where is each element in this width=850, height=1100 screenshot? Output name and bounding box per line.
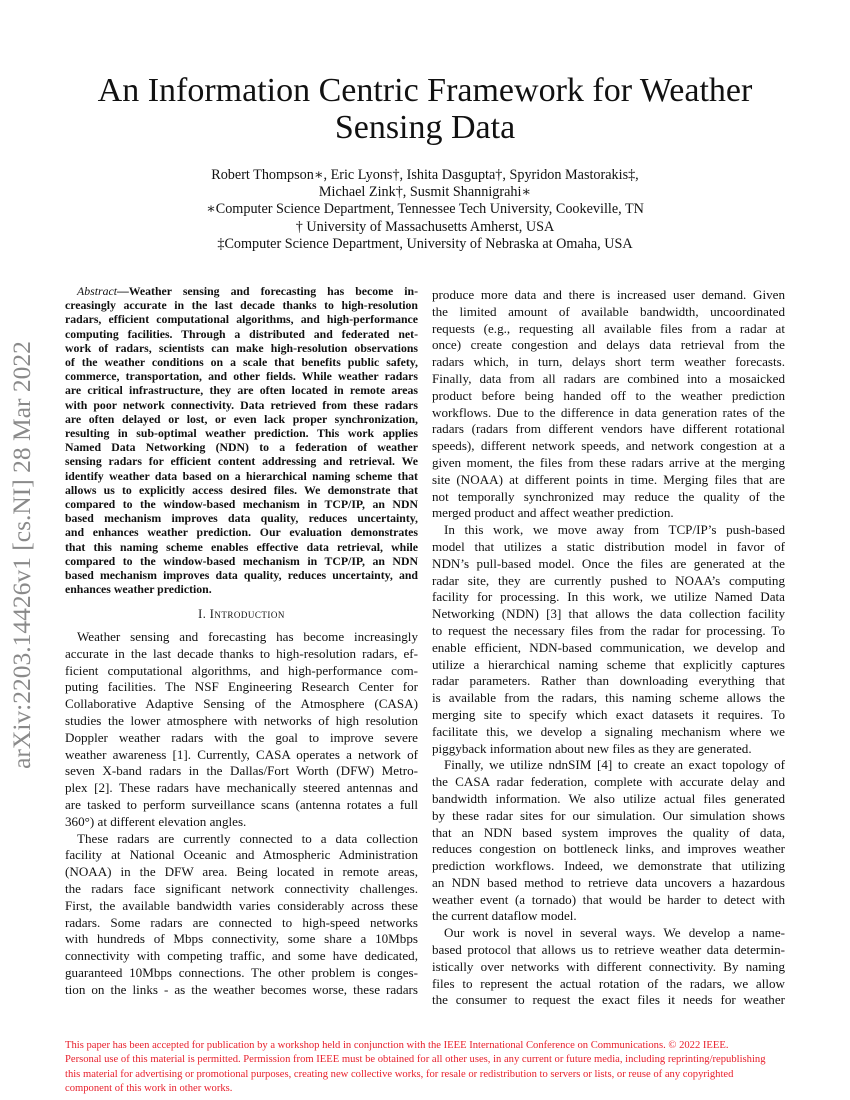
text-line: radars which, in turn, delays short term weather forecasts. (432, 354, 785, 370)
text-line: sensing radars for efficient content addressing and retrieval. We (65, 454, 418, 469)
text-line: based mechanism improves data quality, reduces uncertainty, (65, 511, 418, 526)
text-line: reduces congestion on bottleneck links, and improves weather (432, 841, 785, 857)
section-heading: I. Introduction (198, 607, 285, 621)
text-line: requests (e.g., requesting all available files from a radar at (432, 320, 785, 336)
text-line: the radars face significant network connectivity challenges. (65, 880, 418, 896)
text-line: seven X-band radars in the Dallas/Fort Worth (DFW) Metro- (65, 763, 418, 779)
text-line: that this naming scheme enables effective data retrieval, while (65, 539, 418, 554)
text-line: These radars are currently connected to a data collection (77, 830, 418, 846)
paragraph (65, 629, 418, 831)
text-line: facility for processing. In this work, we utilize Named Data (432, 589, 785, 605)
text-line: commerce, transportation, and other fields. While weather radars (65, 369, 418, 384)
text-line: Our work is novel in several ways. We develop a name- (444, 925, 785, 941)
text-line: based protocol that allows us to retrieve weather data determin- (432, 942, 785, 958)
text-line: radar site, they are currently pushed to NOAA’s computing (432, 572, 785, 588)
text-line: compared to the window-based mechanism in TCP/IP, an NDN (65, 553, 418, 568)
text-line: is available from the radars, this naming scheme allows the (432, 690, 785, 706)
text-line: Doppler weather radars with the goal to improve severe (65, 729, 418, 745)
text-line: NDN’s pull-based model. Once the files are generated at the (432, 555, 785, 571)
text-line: Finally, we utilize ndnSIM [4] to create an exact topology of (444, 757, 785, 773)
footer-line: This paper has been accepted for publication by a workshop held in conjunction with the IEEE International Conference on Communications. © 2022 IEEE. (65, 1040, 729, 1051)
text-line: site (NOAA) at different points in time. Merging files that are (432, 471, 785, 487)
text-line: model that utilizes a static distribution model in favor of (432, 538, 785, 554)
left-column-body (65, 629, 418, 999)
text-line: weather event (a tornado) that would be harder to detect with (432, 891, 785, 907)
text-line (65, 284, 418, 298)
text-line: creasingly accurate in the last decade thanks to high-resolution (65, 298, 418, 313)
text-line: of the weather conditions on a scale that benefits public safety, (65, 355, 418, 370)
text-line: radar parameters. Rather than downloading everything that (432, 673, 785, 689)
abstract-label: Abstract (77, 284, 117, 298)
text-line: once) create congestion and delays data retrieval from the (432, 337, 785, 353)
arxiv-identifier: arXiv:2203.14426v1 [cs.NI] 28 Mar 2022 (7, 341, 36, 769)
right-column-body (432, 287, 785, 1009)
text-line: piggyback information about new files as they are generated. (432, 740, 752, 756)
text-line: not temporally synchronized may reduce the quality of the (432, 488, 785, 504)
copyright-notice (65, 1039, 835, 1096)
text-line: given moment, the files from these radars arrive at the merging (432, 454, 785, 470)
text-line: radars (radars from different vendors have different rotational (432, 421, 785, 437)
paragraph (432, 522, 785, 757)
author-names: Michael Zink†, Susmit Shannigrahi∗ (318, 184, 532, 201)
text-line: facilitate this, we develop a signaling mechanism where we (432, 723, 785, 739)
text-line: an NDN based method to retrieve data uncovers a hazardous (432, 874, 785, 890)
text-line: produce more data and there is increased user demand. Given (432, 287, 785, 302)
text-line: the current dataflow model. (432, 908, 577, 924)
text-line: merged product and affect weather prediction. (432, 505, 674, 521)
text-line: Weather sensing and forecasting has become increasingly (77, 629, 418, 644)
text-line: speeds), different network speeds, and network congestion at a (432, 438, 785, 454)
text-line: Named Data Networking (NDN) to a federation of weather (65, 440, 418, 455)
paper-title (0, 72, 850, 146)
text-line: to request the necessary files from the radar for processing. To (432, 622, 785, 638)
text-line: utilize a hierarchical naming scheme that explicitly captures (432, 656, 785, 672)
text-line: the limited amount of available bandwidth, uncoordinated (432, 303, 785, 319)
paragraph (65, 831, 418, 999)
text-line: are often delayed or lost, or even lack proper synchronization, (65, 411, 418, 426)
text-line: workflows. Due to the difference in data generation rates of the (432, 404, 785, 420)
text-line: enable efficient, NDN-based communication, we develop and (432, 639, 785, 655)
footer-line: Personal use of this material is permitted. Permission from IEEE must be obtained for all other uses, in any current or future media, including reprinting/republishing (65, 1054, 766, 1066)
abstract (65, 284, 418, 596)
affiliation: ∗Computer Science Department, Tennessee Tech University, Cookeville, TN (206, 201, 644, 218)
text-line: radars, efficient computational algorithms, and high-performance (65, 312, 418, 327)
text-line: merging site to specify which exact datasets it requires. To (432, 706, 785, 722)
text-line: enhances weather prediction. (65, 582, 212, 597)
text-line: by these radar sites for our simulation. Our simulation shows (432, 807, 785, 823)
author-block (0, 167, 850, 253)
text-line: connectivity with competing traffic, and some have dedicated, (65, 948, 418, 964)
text-line: First, the available bandwidth varies considerably across these (65, 897, 418, 913)
text-line: the CASA radar federation, complete with accurate delay and (432, 774, 785, 790)
title-line: An Information Centric Framework for Weather (97, 72, 753, 109)
text-line: ficient computational algorithms, and high-performance com- (65, 662, 418, 678)
text-line: compared to the window-based mechanism in TCP/IP, an NDN (65, 497, 418, 512)
text-line: prediction workflows. Indeed, we demonstrate that utilizing (432, 858, 785, 874)
text-line: In this work, we move away from TCP/IP’s push-based (444, 522, 785, 538)
text-line: with hundreds of Mbps connectivity, some share a 10Mbps (65, 931, 418, 947)
text-line: and enhances weather prediction. Our evaluation demonstrates (65, 525, 418, 540)
footer-line: this material for advertising or promotional purposes, creating new collective works, for resale or redistribution to servers or lists, or reuse of any copyrighted (65, 1068, 734, 1080)
abstract-text: —Weather sensing and forecasting has become in- (116, 284, 418, 298)
text-line: facility at National Oceanic and Atmospheric Administration (65, 847, 418, 863)
text-line: weather awareness [1]. Currently, CASA operates a network of (65, 746, 418, 762)
text-line: studies the lower atmosphere with networks of high resolution (65, 712, 418, 728)
title-line: Sensing Data (334, 109, 516, 146)
text-line: resulting in sub-optimal weather prediction. This work applies (65, 426, 418, 441)
text-line: accurate in the last decade thanks to high-resolution radars, ef- (65, 645, 418, 661)
text-line: work of radars, scientists can make high-resolution observations (65, 340, 418, 355)
text-line: radars. Some radars are connected to high-speed networks (65, 914, 418, 930)
affiliation: ‡Computer Science Department, University of Nebraska at Omaha, USA (217, 235, 633, 252)
text-line: product before being handed off to the weather prediction (432, 387, 785, 403)
text-line: istically over networks with different connectivity. By naming (432, 958, 785, 974)
text-line: identify weather data based on a hierarchical naming scheme that (65, 468, 418, 483)
paragraph (432, 287, 785, 522)
text-line: Finally, data from all radars are combined into a mosaicked (432, 370, 785, 386)
text-line: guaranteed 10Mbps connections. The other problem is conges- (65, 964, 418, 980)
author-names: Robert Thompson∗, Eric Lyons†, Ishita Dasgupta†, Spyridon Mastorakis‡, (211, 167, 639, 183)
text-line: files to represent the actual rotation of the radars, we allow (432, 975, 785, 991)
paragraph (432, 925, 785, 1009)
text-line: computing facilities. Through a distributed and federated net- (65, 326, 418, 341)
text-line: Networking (NDN) [3] that allows the data collection facility (432, 606, 785, 622)
text-line: puting facilities. The NSF Engineering Research Center for (65, 679, 418, 695)
text-line: tion on the links - as the weather becomes worse, these radars (65, 981, 418, 997)
text-line: Collaborative Adaptive Sensing of the Atmosphere (CASA) (65, 696, 418, 712)
text-line: are tasked to perform surveillance scans (antenna rotates a full (65, 796, 418, 812)
text-line: the consumer to request the exact files it needs for weather (432, 992, 785, 1008)
text-line: that an NDN based system improves the quality of data, (432, 824, 785, 840)
text-line: allows us to explicitly access desired files. We demonstrate that (65, 482, 418, 497)
text-line: plex [2]. These radars have mechanically steered antennas and (65, 780, 418, 796)
text-line: are critical infrastructure, they are often located in remote areas (65, 383, 418, 398)
affiliation: † University of Massachusetts Amherst, USA (295, 218, 555, 235)
text-line: (NOAA) in the DFW area. Being located in remote areas, (65, 864, 418, 880)
text-line: with poor network connectivity. Data retrieved from these radars (65, 397, 418, 412)
text-line: based mechanism improves data quality, reduces uncertainty, and (65, 568, 418, 583)
paragraph (432, 757, 785, 925)
text-line: 360°) at different elevation angles. (65, 813, 247, 829)
footer-line: component of this work in other works. (65, 1082, 233, 1094)
text-line: bandwidth information. We also utilize actual files generated (432, 790, 785, 806)
